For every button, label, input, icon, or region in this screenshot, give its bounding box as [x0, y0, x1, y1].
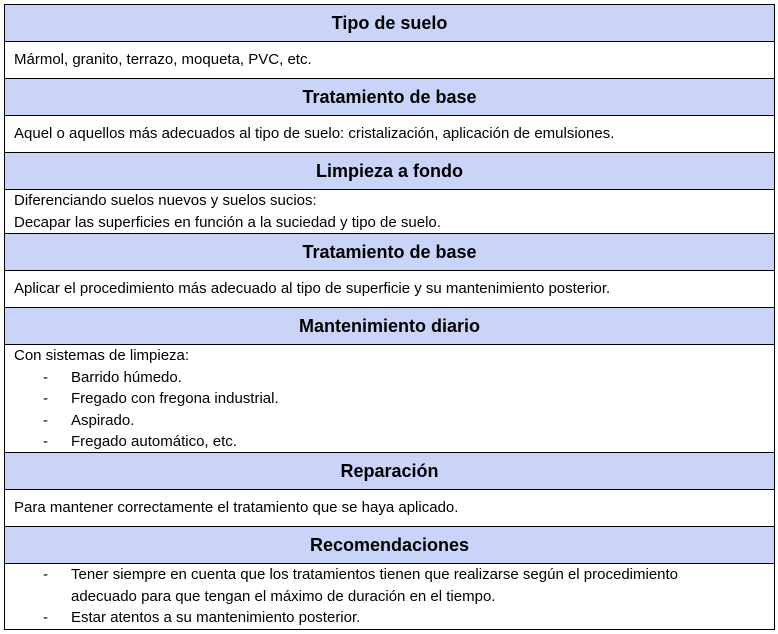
section-header-mantenimiento-diario: Mantenimiento diario	[4, 308, 775, 345]
body-text: Aquel o aquellos más adecuados al tipo de suelo: cristalización, aplicación de emulsiones.	[14, 125, 615, 142]
list-item	[14, 410, 774, 432]
list-item-line: adecuado para que tengan el máximo de duración en el tiempo.	[71, 587, 496, 605]
section-body-tratamiento-de-base-2	[4, 271, 775, 308]
section-body-tipo-de-suelo	[4, 42, 775, 79]
body-text: Diferenciando suelos nuevos y suelos sucios:	[14, 192, 317, 209]
body-text: Para mantener correctamente el tratamiento que se haya aplicado.	[14, 499, 459, 516]
list-item-line: Tener siempre en cuenta que los tratamientos tienen que realizarse según el procedimiento	[71, 566, 679, 583]
section-header-tratamiento-de-base: Tratamiento de base	[4, 79, 775, 116]
body-text: Aplicar el procedimiento más adecuado al tipo de superficie y su mantenimiento posterior.	[14, 280, 611, 297]
dash-bullet: -	[43, 433, 48, 450]
section-body-reparacion	[4, 490, 775, 527]
list-item	[14, 367, 774, 389]
section-header-limpieza-a-fondo: Limpieza a fondo	[4, 153, 775, 190]
list-item	[14, 607, 774, 629]
list-item-text	[71, 564, 774, 607]
list-item-text: Barrido húmedo.	[71, 368, 182, 386]
section-body-mantenimiento-diario	[4, 345, 775, 453]
section-header-tipo-de-suelo: Tipo de suelo	[4, 5, 775, 42]
body-text: Decapar las superficies en función a la suciedad y tipo de suelo.	[14, 213, 441, 231]
section-body-recomendaciones	[4, 564, 775, 630]
dash-bullet: -	[43, 411, 48, 429]
body-text: Mármol, granito, terrazo, moqueta, PVC, etc.	[14, 51, 312, 68]
dash-bullet: -	[43, 566, 48, 583]
section-body-limpieza-a-fondo	[4, 190, 775, 234]
cleaning-procedure-table	[4, 4, 775, 630]
list-item-text: Fregado con fregona industrial.	[71, 390, 279, 407]
list-item	[14, 388, 774, 410]
list-item-text: Fregado automático, etc.	[71, 433, 237, 450]
list-intro: Con sistemas de limpieza:	[14, 347, 190, 364]
list-item	[14, 564, 774, 607]
list-item	[14, 431, 774, 453]
dash-bullet: -	[43, 368, 48, 386]
section-body-tratamiento-de-base	[4, 116, 775, 153]
section-header-recomendaciones: Recomendaciones	[4, 527, 775, 564]
list-item-text: Estar atentos a su mantenimiento posterior.	[71, 609, 361, 626]
section-header-tratamiento-de-base-2: Tratamiento de base	[4, 234, 775, 271]
dash-bullet: -	[43, 390, 48, 407]
list-item-text: Aspirado.	[71, 411, 135, 429]
dash-bullet: -	[43, 609, 48, 626]
section-header-reparacion: Reparación	[4, 453, 775, 490]
